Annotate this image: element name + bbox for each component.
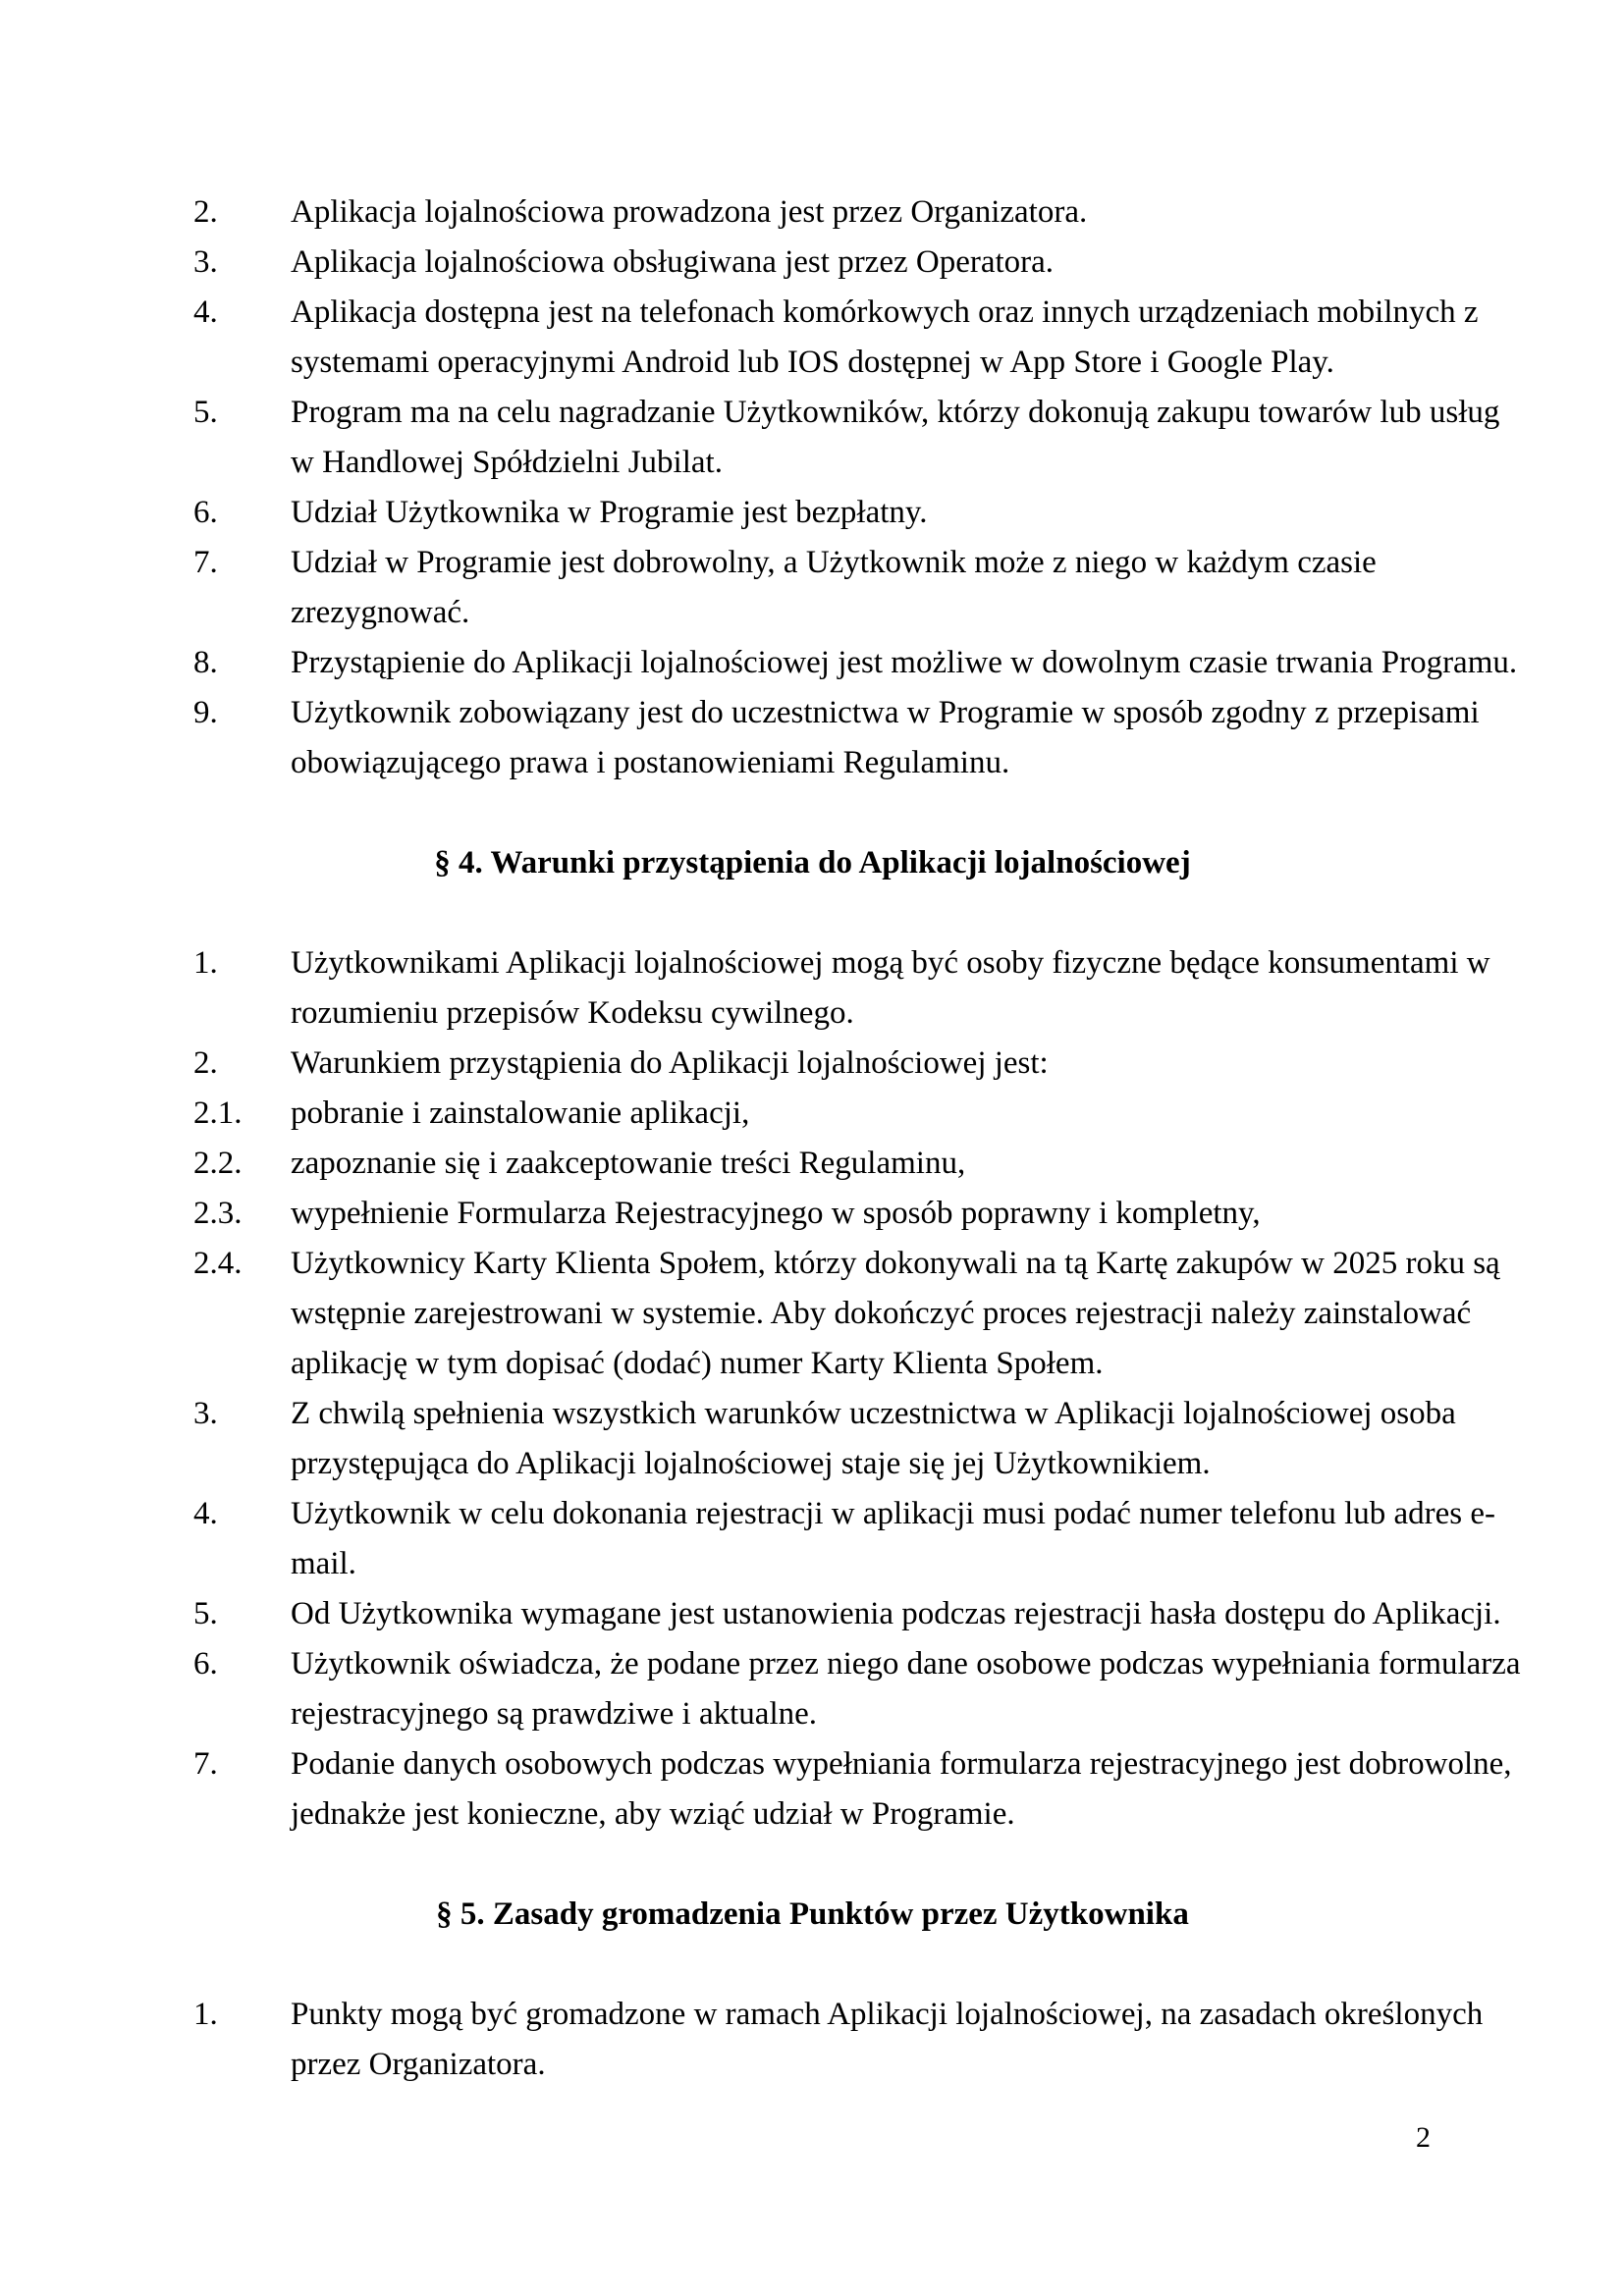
- item-line: Z chwilą spełnienia wszystkich warunków uczestnictwa w Aplikacji lojalnościowej osoba: [291, 1396, 1456, 1431]
- item-line: Od Użytkownika wymagane jest ustanowienia podczas rejestracji hasła dostępu do Aplikacji.: [291, 1596, 1501, 1631]
- item-line: w Handlowej Spółdzielni Jubilat.: [291, 445, 723, 480]
- item-line: Aplikacja dostępna jest na telefonach komórkowych oraz innych urządzeniach mobilnych z: [291, 294, 1479, 330]
- item-line: pobranie i zainstalowanie aplikacji,: [291, 1095, 750, 1131]
- item-line: przez Organizatora.: [291, 2047, 546, 2082]
- list-item: [193, 1990, 1484, 2090]
- item-number: 5.: [193, 1596, 218, 1631]
- list-item: [193, 688, 1480, 788]
- list-item: [193, 1039, 1432, 1089]
- item-line: obowiązującego prawa i postanowieniami Regulaminu.: [291, 745, 1010, 780]
- list-item: [193, 288, 1479, 388]
- item-number: 2.4.: [193, 1246, 243, 1281]
- item-line: wstępnie zarejestrowani w systemie. Aby dokończyć proces rejestracji należy zainstalować: [291, 1296, 1472, 1331]
- item-number: 8.: [193, 645, 218, 680]
- item-number: 9.: [193, 695, 218, 730]
- item-line: rozumieniu przepisów Kodeksu cywilnego.: [291, 995, 854, 1031]
- item-number: 7.: [193, 545, 218, 580]
- content-area: [193, 187, 1521, 2090]
- item-line: przystępująca do Aplikacji lojalnościowej staje się jej Użytkownikiem.: [291, 1446, 1211, 1481]
- item-number: 5.: [193, 395, 218, 430]
- list-item: [193, 388, 1500, 488]
- item-line: Udział w Programie jest dobrowolny, a Użytkownik może z niego w każdym czasie: [291, 545, 1377, 580]
- item-line: Aplikacja lojalnościowa obsługiwana jest przez Operatora.: [291, 244, 1055, 280]
- list-item: [193, 638, 1518, 688]
- list-item: [193, 1139, 1432, 1189]
- item-line: Użytkownik w celu dokonania rejestracji w aplikacji musi podać numer telefonu lub adres e-: [291, 1496, 1496, 1531]
- item-number: 2.2.: [193, 1146, 243, 1181]
- item-line: Przystąpienie do Aplikacji lojalnościowej jest możliwe w dowolnym czasie trwania Programu.: [291, 645, 1518, 680]
- item-number: 6.: [193, 1646, 218, 1682]
- item-number: 7.: [193, 1746, 218, 1782]
- page-number: 2: [1416, 2121, 1431, 2154]
- item-line: Punkty mogą być gromadzone w ramach Aplikacji lojalnościowej, na zasadach określonych: [291, 1997, 1484, 2032]
- section-heading: § 4. Warunki przystąpienia do Aplikacji lojalnościowej: [434, 845, 1191, 881]
- item-line: zrezygnować.: [291, 595, 470, 630]
- item-line: jednakże jest konieczne, aby wziąć udział w Programie.: [291, 1796, 1015, 1832]
- list-item: [193, 938, 1490, 1039]
- item-line: rejestracyjnego są prawdziwe i aktualne.: [291, 1696, 818, 1732]
- list-item: [193, 238, 1432, 288]
- item-line: zapoznanie się i zaakceptowanie treści Regulaminu,: [291, 1146, 966, 1181]
- item-number: 1.: [193, 945, 218, 981]
- item-line: Użytkownik oświadcza, że podane przez niego dane osobowe podczas wypełniania formularza: [291, 1646, 1521, 1682]
- item-number: 2.: [193, 1045, 218, 1081]
- item-number: 3.: [193, 1396, 218, 1431]
- item-line: Udział Użytkownika w Programie jest bezpłatny.: [291, 495, 928, 530]
- item-number: 4.: [193, 294, 218, 330]
- list-item: [193, 1089, 1432, 1139]
- list-item: [193, 538, 1432, 638]
- item-number: 4.: [193, 1496, 218, 1531]
- list-item: [193, 1389, 1456, 1489]
- list-item: [193, 1739, 1512, 1840]
- item-line: Podanie danych osobowych podczas wypełniania formularza rejestracyjnego jest dobrowolne,: [291, 1746, 1512, 1782]
- list-item: [193, 1239, 1500, 1389]
- list-item: [193, 1639, 1521, 1739]
- list-item: [193, 488, 1432, 538]
- item-line: systemami operacyjnymi Android lub IOS dostępnej w App Store i Google Play.: [291, 345, 1334, 380]
- item-line: wypełnienie Formularza Rejestracyjnego w sposób poprawny i kompletny,: [291, 1196, 1261, 1231]
- item-line: Aplikacja lojalnościowa prowadzona jest przez Organizatora.: [291, 194, 1088, 230]
- item-line: mail.: [291, 1546, 356, 1581]
- list-item: [193, 1189, 1432, 1239]
- item-number: 2.: [193, 194, 218, 230]
- item-line: Użytkownicy Karty Klienta Społem, którzy dokonywali na tą Kartę zakupów w 2025 roku są: [291, 1246, 1500, 1281]
- item-line: aplikację w tym dopisać (dodać) numer Karty Klienta Społem.: [291, 1346, 1104, 1381]
- list-item: [193, 1589, 1501, 1639]
- list-item: [193, 187, 1432, 238]
- section-heading: § 5. Zasady gromadzenia Punktów przez Użytkownika: [436, 1896, 1189, 1932]
- item-number: 6.: [193, 495, 218, 530]
- item-line: Użytkownikami Aplikacji lojalnościowej mogą być osoby fizyczne będące konsumentami w: [291, 945, 1490, 981]
- item-line: Program ma na celu nagradzanie Użytkowników, którzy dokonują zakupu towarów lub usług: [291, 395, 1500, 430]
- item-number: 3.: [193, 244, 218, 280]
- item-number: 2.3.: [193, 1196, 243, 1231]
- item-line: Warunkiem przystąpienia do Aplikacji lojalnościowej jest:: [291, 1045, 1049, 1081]
- item-number: 2.1.: [193, 1095, 243, 1131]
- item-number: 1.: [193, 1997, 218, 2032]
- item-line: Użytkownik zobowiązany jest do uczestnictwa w Programie w sposób zgodny z przepisami: [291, 695, 1480, 730]
- list-item: [193, 1489, 1496, 1589]
